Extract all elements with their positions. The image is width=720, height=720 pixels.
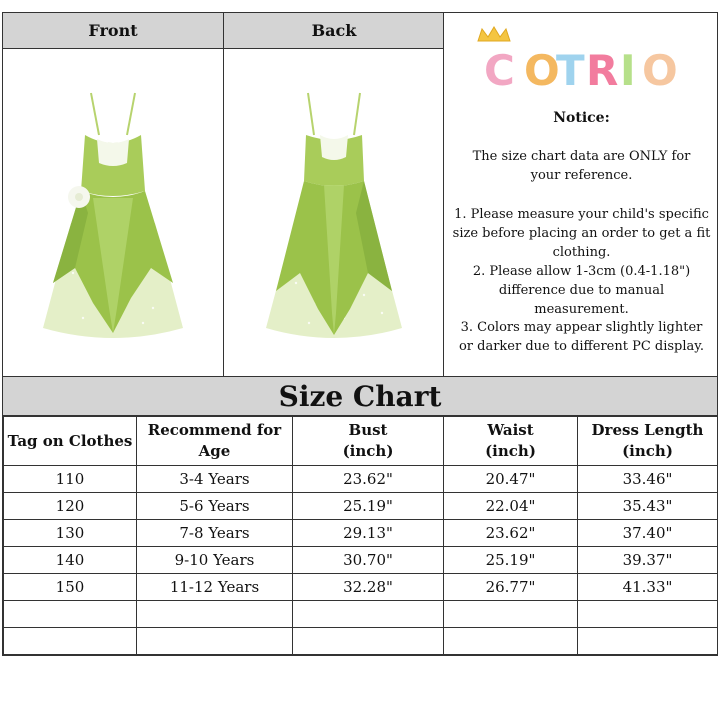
- notice-panel: [444, 13, 719, 376]
- cell-bust: 23.62": [293, 466, 444, 493]
- svg-text:R: R: [586, 46, 619, 95]
- cell-length: 41.33": [578, 574, 718, 601]
- col-header-bust: Bust (inch): [293, 417, 444, 466]
- table-row: [4, 547, 718, 574]
- cell-age: 7-8 Years: [137, 520, 293, 547]
- cell-tag: 150: [4, 574, 137, 601]
- svg-text:O: O: [642, 46, 678, 95]
- cell-waist: 26.77": [444, 574, 578, 601]
- table-row: [4, 574, 718, 601]
- notice-item-1: 1. Please measure your child's specific size before placing an order to get a fit clothing.: [452, 207, 711, 260]
- table-header-row: [4, 417, 718, 466]
- svg-text:C: C: [484, 46, 515, 95]
- table-row: [4, 466, 718, 493]
- notice-item-3: 3. Colors may appear slightly lighter or darker due to different PC display.: [458, 320, 705, 354]
- empty-row: [4, 601, 718, 628]
- col-header-waist: Waist (inch): [444, 417, 578, 466]
- col-header-age: Recommend for Age: [137, 417, 293, 466]
- cell-length: 35.43": [578, 493, 718, 520]
- svg-text:I: I: [620, 46, 636, 95]
- cell-waist: 23.62": [444, 520, 578, 547]
- back-dress-image: [224, 49, 443, 376]
- cell-tag: 120: [4, 493, 137, 520]
- cell-age: 3-4 Years: [137, 466, 293, 493]
- front-header: Front: [3, 13, 223, 49]
- brand-logo: [444, 23, 719, 103]
- notice-intro: The size chart data are ONLY for your reference.: [472, 149, 691, 183]
- col-header-length: Dress Length (inch): [578, 417, 718, 466]
- table-row: [4, 493, 718, 520]
- notice-item-2: 2. Please allow 1-3cm (0.4-1.18") difference due to manual measurement.: [472, 264, 691, 317]
- cell-waist: 20.47": [444, 466, 578, 493]
- cell-waist: 25.19": [444, 547, 578, 574]
- cell-bust: 25.19": [293, 493, 444, 520]
- svg-text:T: T: [556, 46, 585, 95]
- front-dress-image: [3, 49, 223, 376]
- cell-bust: 29.13": [293, 520, 444, 547]
- cell-bust: 30.70": [293, 547, 444, 574]
- cell-length: 39.37": [578, 547, 718, 574]
- size-chart-table: [3, 416, 718, 655]
- back-header: Back: [224, 13, 444, 49]
- cell-age: 5-6 Years: [137, 493, 293, 520]
- cell-length: 37.40": [578, 520, 718, 547]
- col-header-tag: Tag on Clothes: [4, 417, 137, 466]
- cell-age: 11-12 Years: [137, 574, 293, 601]
- product-sheet: [2, 12, 718, 656]
- cell-age: 9-10 Years: [137, 547, 293, 574]
- cell-tag: 110: [4, 466, 137, 493]
- cell-waist: 22.04": [444, 493, 578, 520]
- notice-title: Notice:: [553, 110, 610, 126]
- empty-row: [4, 628, 718, 655]
- table-row: [4, 520, 718, 547]
- size-chart-title: Size Chart: [3, 376, 717, 416]
- svg-text:O: O: [524, 46, 560, 95]
- cell-length: 33.46": [578, 466, 718, 493]
- cell-tag: 130: [4, 520, 137, 547]
- cell-bust: 32.28": [293, 574, 444, 601]
- cell-tag: 140: [4, 547, 137, 574]
